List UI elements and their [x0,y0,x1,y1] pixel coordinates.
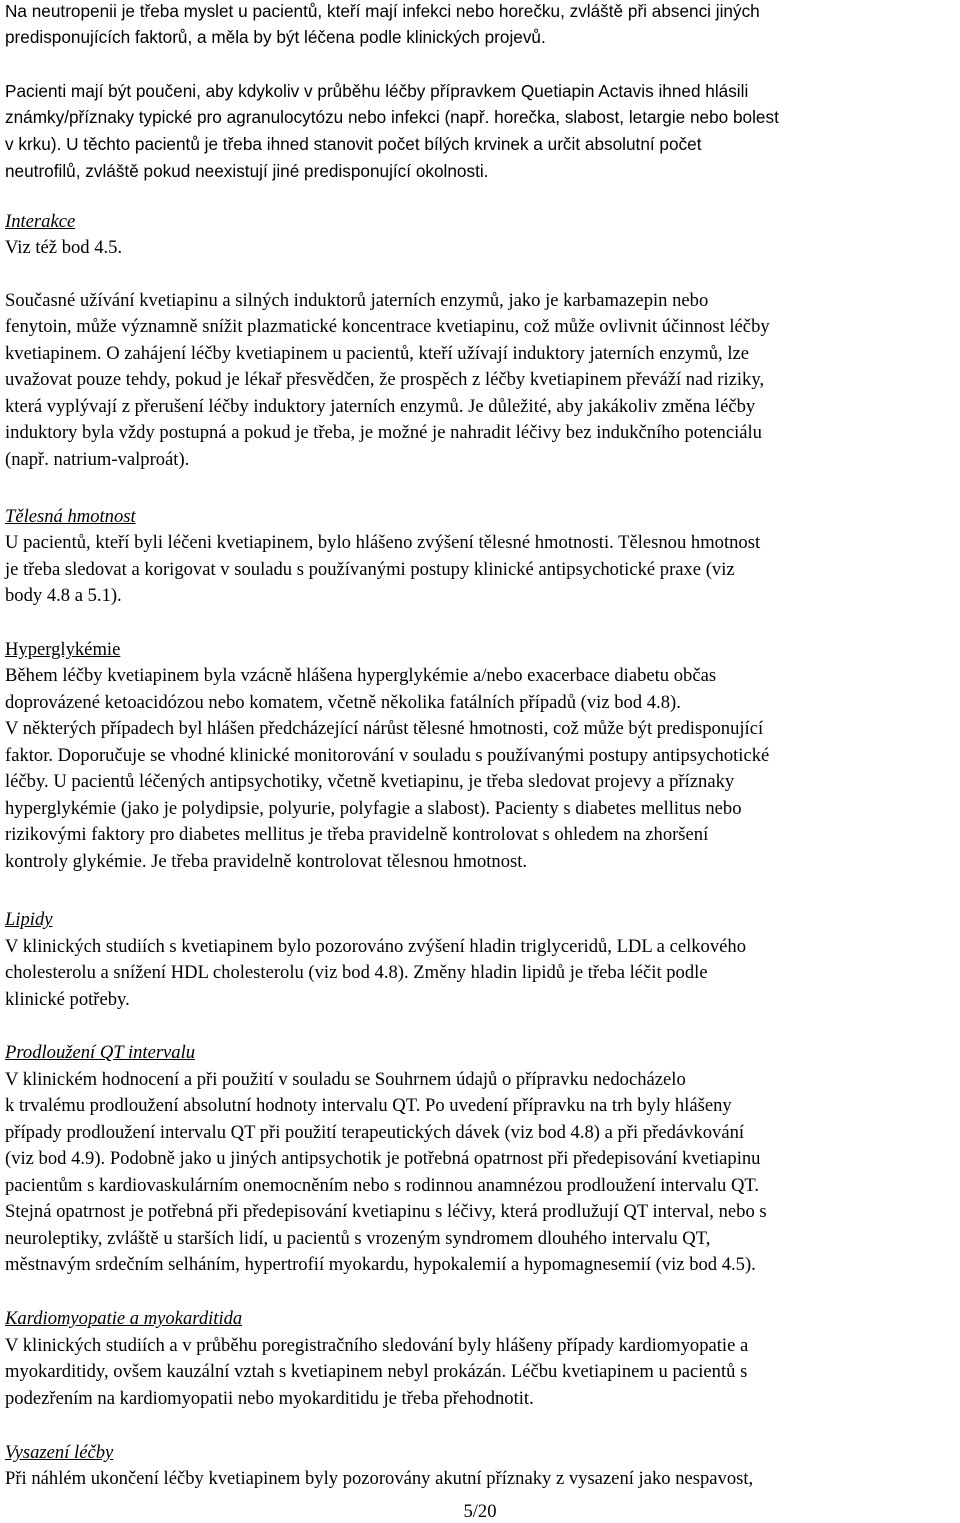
text-line [5,396,755,418]
text-line [5,824,708,846]
text-line [5,1468,753,1490]
text-line [5,962,708,984]
text-span: hyperglykémie (jako je polydipsie, polyurie, polyfagie a slabost). Pacienty s diabetes mellitus nebo [5,798,742,819]
text-span: podezřením na kardiomyopatii nebo myokarditidu je třeba přehodnotit. [5,1388,534,1409]
text-span: (např. natrium-valproát). [5,449,190,470]
text-span: V klinickém hodnocení a při použití v souladu se Souhrnem údajů o přípravku nedocházelo [5,1069,686,1090]
text-line [5,160,488,182]
text-line [5,26,546,48]
text-line [5,745,769,767]
section-heading [5,1042,195,1064]
text-span: uvažovat pouze tehdy, pokud je lékař přesvědčen, že prospěch z léčby kvetiapinem převáží nad riziky, [5,369,765,390]
text-span: Pacienti mají být poučeni, aby kdykoliv v průběhu léčby přípravkem Quetiapin Actavis ihned hlásili [5,81,749,101]
text-span: léčby. U pacientů léčených antipsychotiky, včetně kvetiapinu, je třeba sledovat projevy a příznaky [5,771,735,792]
text-span: myokarditidy, ovšem kauzální vztah s kvetiapinem nebyl prokázán. Léčbu kvetiapinem u pacientů s [5,1361,748,1382]
text-span: pacientům s kardiovaskulárním onemocněním nebo s rodinnou anamnézou prodloužení intervalu QT. [5,1175,760,1196]
text-span: známky/příznaky typické pro agranulocytózu nebo infekci (např. horečka, slabost, letargie nebo bolest [5,107,779,127]
text-line [5,532,760,554]
text-line [5,449,189,471]
section-heading [5,639,120,661]
text-span: U těchto pacientů je třeba ihned stanovit počet bílých krvinek a určit absolutní počet [61,134,702,154]
text-span: U pacientů, kteří byli léčeni kvetiapinem, bylo hlášeno zvýšení tělesné hmotnosti. Tělesnou hmotnost [5,532,761,553]
text-line [5,290,708,312]
text-span: v krku). [5,134,62,154]
text-line [5,989,130,1011]
text-line [5,1335,748,1357]
text-span: rizikovými faktory pro diabetes mellitus je třeba pravidelně kontrolovat s ohledem na zhoršení [5,824,709,845]
text-line [5,80,748,102]
text-span: V některých případech byl hlášen předcházející nárůst tělesné hmotnosti, což může být predisponující [5,718,764,739]
text-line [5,936,746,958]
heading-telesna-hmotnost: Tělesná hmotnost [5,506,136,527]
text-span: doprovázené ketoacidózou nebo komatem, včetně několika fatálních případů (viz bod 4.8). [5,692,681,713]
text-span: Viz též bod 4.5. [5,237,123,258]
section-heading [5,1442,113,1464]
text-span: Současné užívání kvetiapinu a silných induktorů jaterních enzymů, jako je karbamazepin nebo [5,290,709,311]
text-line [5,1388,534,1410]
text-span: která vyplývají z přerušení léčby induktory jaterních enzymů. Je důležité, aby jakákoliv změna léčby [5,396,756,417]
section-heading [5,1308,242,1330]
text-span: případy prodloužení intervalu QT při použití terapeutických dávek (viz bod 4.8) a při předávkování [5,1122,745,1143]
text-span: Při náhlém ukončení léčby kvetiapinem byly pozorovány akutní příznaky z vysazení jako nespavost, [5,1468,754,1489]
text-line [5,1122,744,1144]
text-line [5,1148,760,1170]
heading-vysazeni-lecby: Vysazení léčby [5,1442,114,1463]
text-line [5,106,779,128]
text-line [5,851,527,873]
text-span: faktor. Doporučuje se vhodné klinické monitorování v souladu s používanými postupy antipsychotické [5,745,770,766]
text-line [5,369,764,391]
text-line [5,665,716,687]
text-span: body 4.8 a 5.1). [5,585,122,606]
text-span: k trvalému prodloužení absolutní hodnoty intervalu QT. Po uvedení přípravku na trh byly hlášeny [5,1095,732,1116]
text-line [5,771,734,793]
text-line [5,1175,759,1197]
text-line [5,585,122,607]
text-line [5,692,681,714]
text-line [5,1254,756,1276]
heading-lipidy: Lipidy [5,909,53,930]
section-heading [5,211,75,233]
section-heading [5,506,136,528]
text-span: predisponujících faktorů, a měla by být léčena podle klinických projevů. [5,27,546,47]
text-span: neuroleptiky, zvláště u starších lidí, u pacientů s vrozeným syndromem dlouhého intervalu QT, [5,1228,711,1249]
text-span: Na neutropenii je třeba myslet u pacientů, kteří mají infekci nebo horečku, zvláště při absenci jiných [5,1,760,21]
heading-kardiomyopatie: Kardiomyopatie a myokarditida [5,1308,243,1329]
heading-hyperglykemie: Hyperglykémie [5,639,121,660]
text-line [5,559,735,581]
text-span: je třeba sledovat a korigovat v souladu s používanými postupy klinické antipsychotické praxe (viz [5,559,735,580]
text-line [5,718,763,740]
text-line [5,316,770,338]
text-span: klinické potřeby. [5,989,130,1010]
text-span: V klinických studiích s kvetiapinem bylo pozorováno zvýšení hladin triglyceridů, LDL a celkového [5,936,746,957]
heading-prodlouzeni-qt: Prodloužení QT intervalu [5,1042,196,1063]
text-span: městnavým srdečním selháním, hypertrofií myokardu, hypokalemií a hypomagnesemií (viz bod 4.5). [5,1254,756,1275]
text-span: induktory byla vždy postupná a pokud je třeba, je možné je nahradit léčivy bez indukčního potenciálu [5,422,762,443]
text-span: Stejná opatrnost je potřebná při předepisování kvetiapinu s léčivy, která prodlužují QT interval, nebo s [5,1201,767,1222]
text-span: (viz bod 4.9). Podobně jako u jiných antipsychotik je potřebná opatrnost při předepisování kvetiapinu [5,1148,761,1169]
text-line [5,798,742,820]
text-line [5,422,762,444]
text-span: fenytoin, může významně snížit plazmatické koncentrace kvetiapinu, což může ovlivnit účinnost léčby [5,316,770,337]
text-line [5,1201,767,1223]
text-line [5,0,760,22]
text-line [5,237,122,259]
text-span: Během léčby kvetiapinem byla vzácně hlášena hyperglykémie a/nebo exacerbace diabetu občas [5,665,717,686]
section-heading [5,909,53,931]
text-line [5,133,701,155]
text-span: kontroly glykémie. Je třeba pravidelně kontrolovat tělesnou hmotnost. [5,851,528,872]
text-span: neutrofilů, zvláště pokud neexistují jiné predisponující okolnosti. [5,161,489,181]
text-line [5,1361,747,1383]
text-span: cholesterolu a snížení HDL cholesterolu (viz bod 4.8). Změny hladin lipidů je třeba léčit podle [5,962,708,983]
text-span: kvetiapinem. O zahájení léčby kvetiapinem u pacientů, kteří užívají induktory jaterních enzymů, lze [5,343,749,364]
page-number: 5/20 [463,1501,497,1522]
heading-interakce: Interakce [5,211,76,232]
text-line [5,1069,686,1091]
text-line [5,1095,732,1117]
text-line [5,343,749,365]
text-line [5,1228,710,1250]
text-span: V klinických studiích a v průběhu poregistračního sledování byly hlášeny případy kardiomyopatie a [5,1335,749,1356]
